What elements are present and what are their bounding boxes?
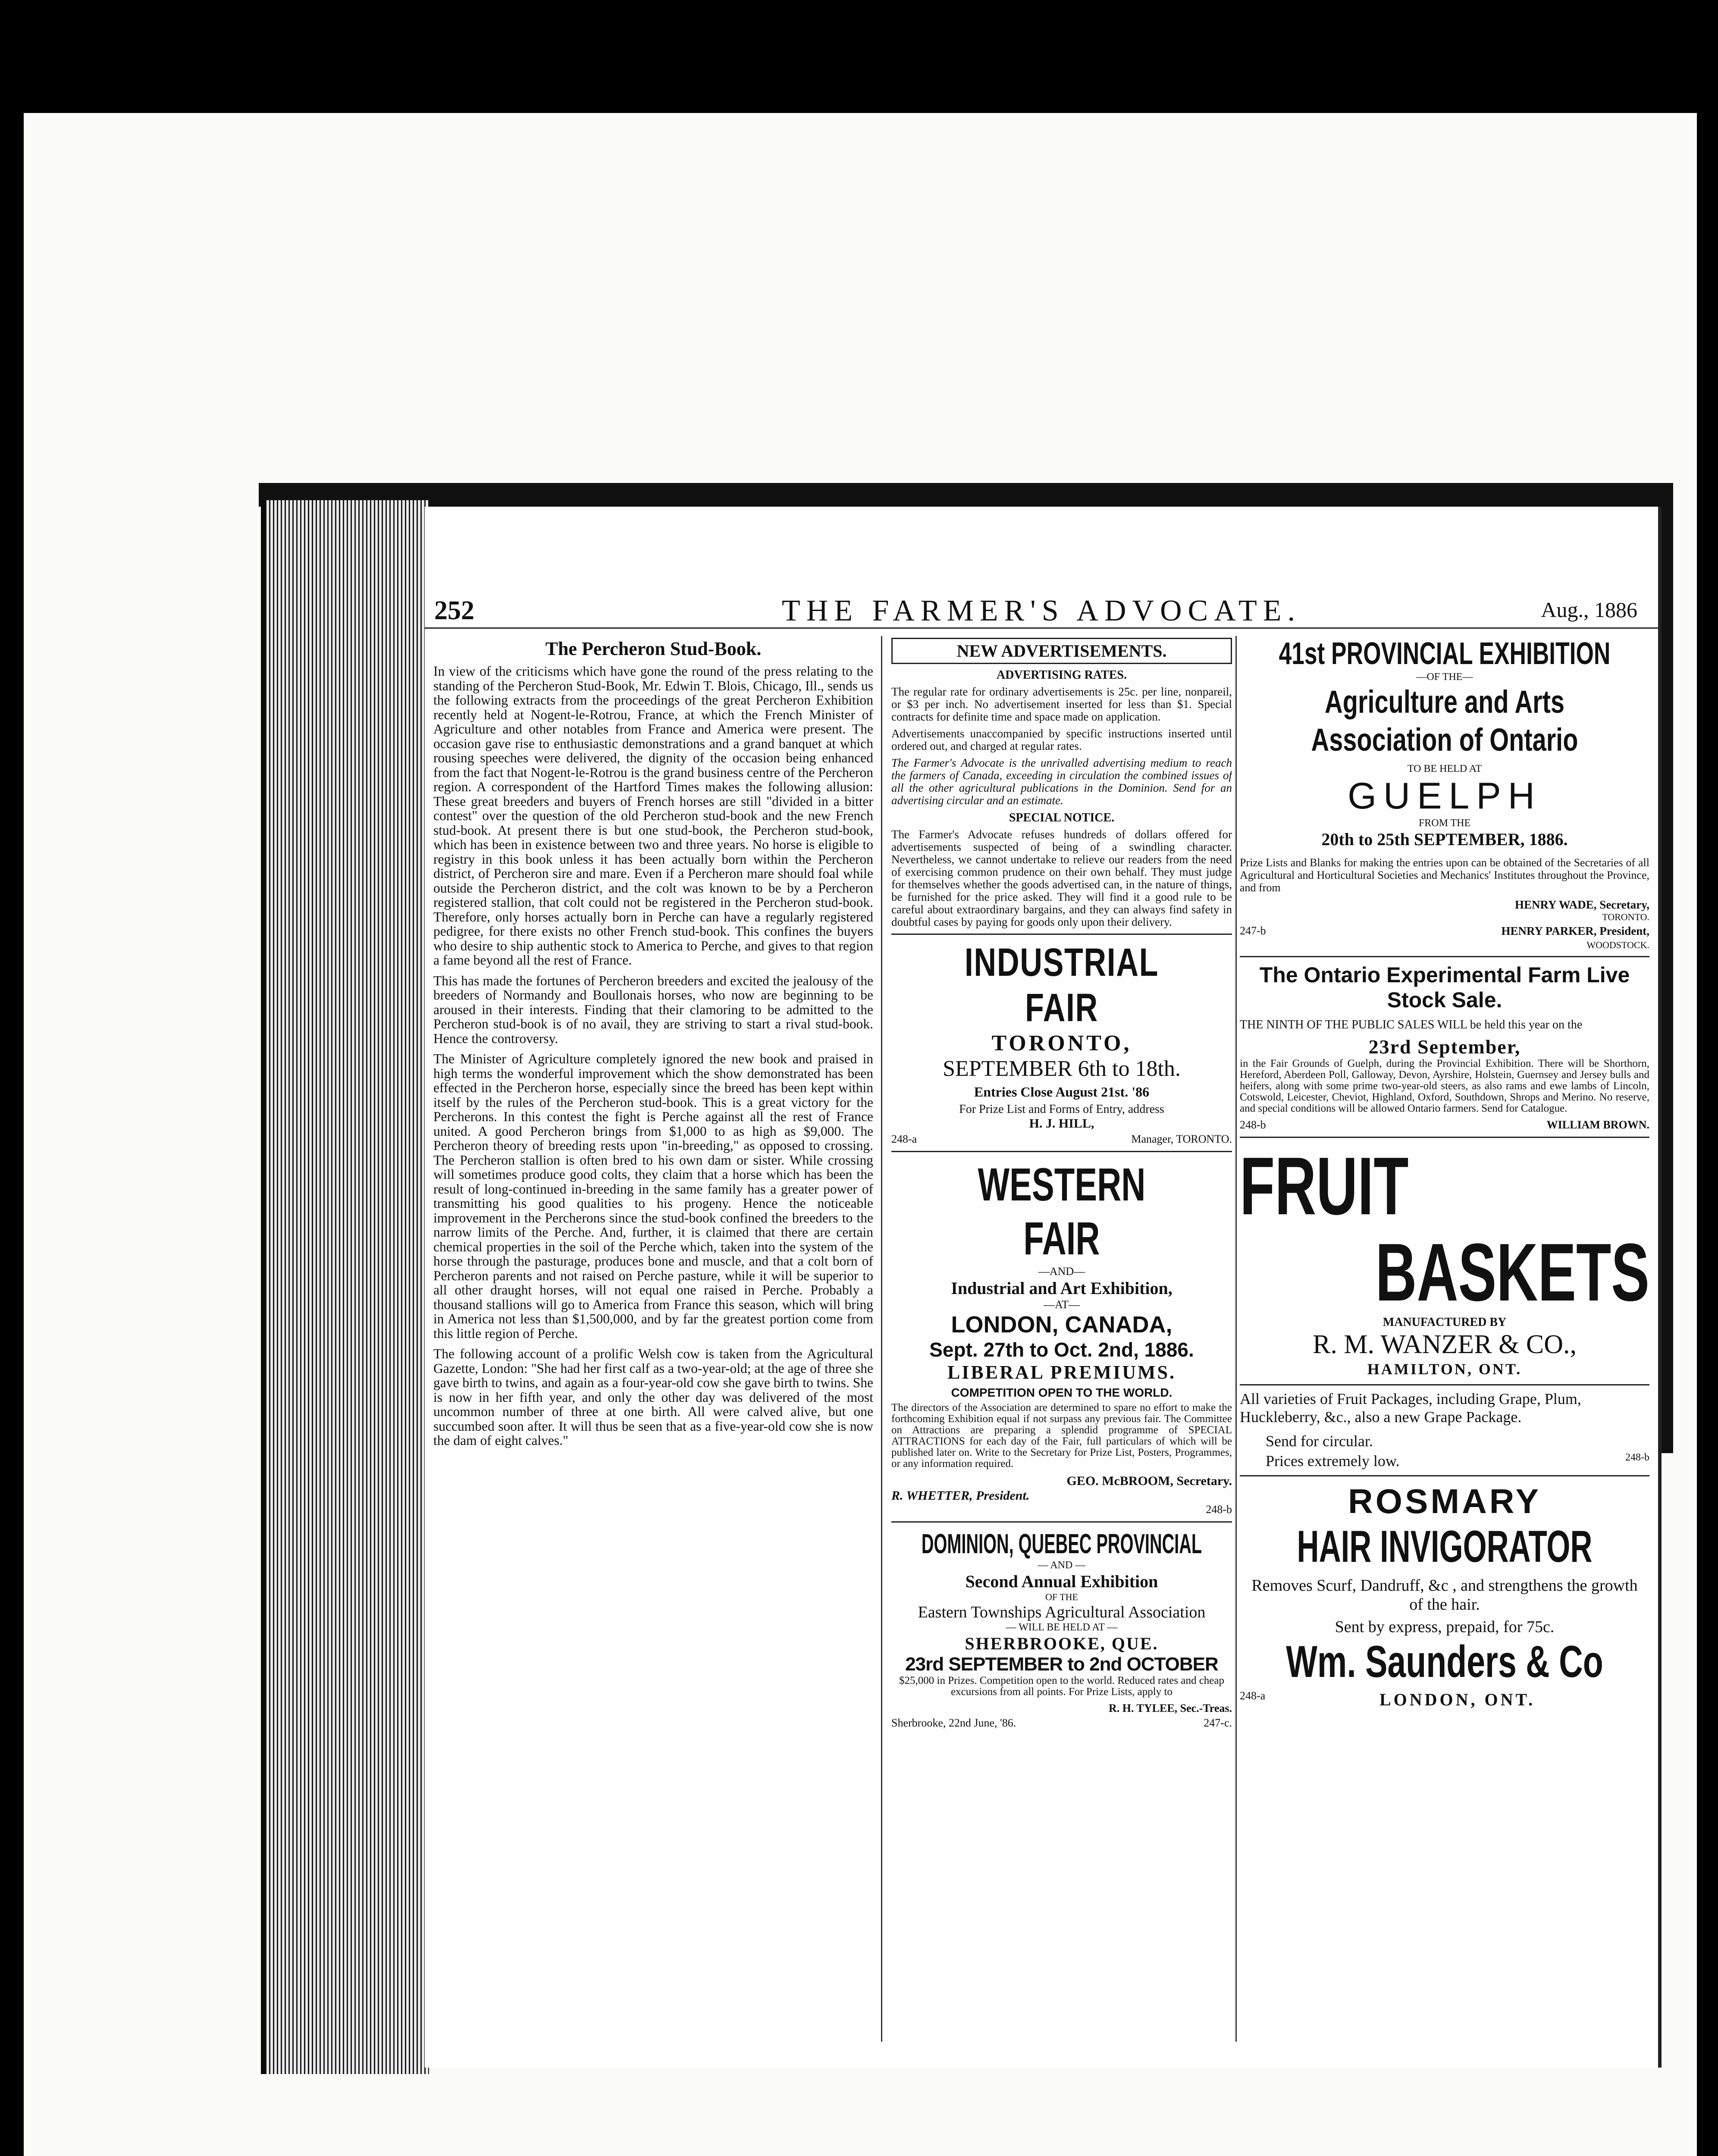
- masthead: [425, 593, 1658, 629]
- rates-paragraph: The regular rate for ordinary advertisements is 25c. per line, nonpareil, or $3 per inch. No advertisement inserted for less than $1. Special contracts for definite time and space made on application.: [891, 685, 1232, 723]
- hair-city: LONDON, ONT.: [1379, 1690, 1536, 1709]
- dominion-text: $25,000 in Prizes. Competition open to the world. Reduced rates and cheap excursions from all points. For Prize Lists, apply to: [899, 1675, 1224, 1698]
- article-paragraph: The following account of a prolific Welsh cow is taken from the Agricultural Gazette, London: "She had her first calf as a two-year-old; at the age of three she gave birth to twins, and again as a four-year-old cow she gave birth to twins. She is now in her fifth year, and only the other day was delivered of the most uncommon number of three at one birth. All were calved alive, but one succumbed soon after. It will thus be seen that as a five-year-old cow she is now the dam of eight calves.": [433, 1346, 873, 1448]
- guelph-of: —OF THE—: [1416, 671, 1473, 683]
- scan-border-top: [0, 0, 1718, 112]
- issue-date: Aug., 1886: [1541, 598, 1637, 622]
- dominion-held: — WILL BE HELD AT —: [1006, 1622, 1118, 1633]
- industrial-dates: SEPTEMBER 6th to 18th.: [943, 1056, 1181, 1081]
- western-open: COMPETITION OPEN TO THE WORLD.: [951, 1386, 1173, 1399]
- farm-date: 23rd September,: [1368, 1036, 1521, 1058]
- ad-code: 248-a: [1240, 1689, 1266, 1702]
- dominion-place: Sherbrooke, 22nd June, '86.: [891, 1717, 1016, 1729]
- dominion-assoc: Eastern Townships Agricultural Association: [918, 1603, 1206, 1621]
- guelph-city: GUELPH: [1348, 775, 1542, 817]
- article-heading: The Percheron Stud-Book.: [545, 638, 762, 659]
- article-paragraph: This has made the fortunes of Percheron breeders and excited the jealousy of the breeders of Normandy and Boullonais horses, who now are beginning to be aroused in their interests. Finding that their clamoring to be admitted to the Percheron stud-book is of no avail, they are striving to start a rival stud-book. Hence the controversy.: [433, 973, 873, 1046]
- hair-maker: Wm. Saunders & Co: [1286, 1637, 1603, 1687]
- guelph-from: FROM THE: [1418, 818, 1471, 829]
- ad-code: 247-c.: [1204, 1717, 1232, 1729]
- rates-heading: ADVERTISING RATES.: [997, 668, 1127, 682]
- western-signature: R. WHETTER, President.: [891, 1489, 1030, 1503]
- hair-word: ROSMARY: [1348, 1482, 1541, 1520]
- western-city: LONDON, CANADA,: [951, 1312, 1173, 1338]
- dominion-and: — AND —: [1038, 1560, 1086, 1571]
- guelph-signature-place: TORONTO.: [1602, 912, 1649, 922]
- hair-footer: [1240, 1689, 1649, 1710]
- farm-footer: [1240, 1119, 1649, 1131]
- book-right-edge: [1662, 505, 1673, 1453]
- western-signature: GEO. McBROOM, Secretary.: [1066, 1474, 1232, 1488]
- industrial-title: INDUSTRIAL FAIR: [964, 940, 1159, 1030]
- industrial-entries: Entries Close August 21st. '86: [974, 1084, 1150, 1100]
- dominion-title: DOMINION, QUEBEC PROVINCIAL: [921, 1528, 1202, 1559]
- dominion-footer: [891, 1717, 1232, 1730]
- guelph-title: 41st PROVINCIAL EXHIBITION: [1279, 636, 1611, 671]
- industrial-prize: For Prize List and Forms of Entry, address: [959, 1103, 1164, 1116]
- western-sub: Industrial and Art Exhibition,: [951, 1279, 1173, 1298]
- notice-text: The Farmer's Advocate refuses hundreds of dollars offered for advertisements suspected of being of a swindling character. Nevertheless, we cannot undertake to relieve our readers from the need of exercising common prudence on their own behalf. They must judge for themselves whether the goods advertised can, in the nature of things, be furnished for the price asked. They will find it a good rule to be careful about extraordinary bargains, and they can always find safety in doubtful cases by paying for goods only upon their delivery.: [891, 828, 1232, 928]
- dominion-signature: R. H. TYLEE, Sec.-Treas.: [1108, 1702, 1232, 1714]
- western-at: —AT—: [1044, 1298, 1080, 1311]
- farm-intro: THE NINTH OF THE PUBLIC SALES WILL be held this year on the: [1240, 1018, 1583, 1031]
- dominion-city: SHERBROOKE, QUE.: [965, 1634, 1159, 1653]
- book-page-stack: [261, 500, 429, 2074]
- western-dates: Sept. 27th to Oct. 2nd, 1886.: [929, 1338, 1194, 1361]
- fruit-city: HAMILTON, ONT.: [1367, 1360, 1522, 1378]
- ad-code: 248-b: [1240, 1119, 1266, 1131]
- western-title: WESTERN FAIR: [978, 1158, 1146, 1264]
- guelph-dates: 20th to 25th SEPTEMBER, 1886.: [1321, 830, 1568, 849]
- column-rule: [881, 636, 882, 2042]
- hair-text: Removes Scurf, Dandruff, &c , and strengthens the growth of the hair.: [1251, 1576, 1638, 1614]
- fruit-word: FRUIT: [1240, 1141, 1409, 1232]
- hair-title: HAIR INVIGORATOR: [1297, 1522, 1593, 1572]
- fruit-baskets-ad: [1240, 1137, 1649, 1470]
- fruit-maker: R. M. WANZER & CO.,: [1312, 1330, 1577, 1359]
- new-ads-heading: NEW ADVERTISEMENTS.: [891, 638, 1232, 664]
- guelph-text: Prize Lists and Blanks for making the entries upon can be obtained of the Secretaries of all Agricultural and Horticultural Societies and Mechanics' Institutes throughout the Province, and from: [1240, 856, 1649, 894]
- industrial-fair-ad: [891, 934, 1232, 1146]
- farm-title: The Ontario Experimental Farm Live Stock Sale.: [1259, 963, 1630, 1012]
- guelph-signature: HENRY WADE, Secretary,: [1514, 898, 1649, 911]
- industrial-city: TORONTO,: [991, 1031, 1132, 1056]
- ad-code: 248-b: [1625, 1452, 1649, 1463]
- guelph-assoc: Agriculture and Arts Association of Ontario: [1311, 684, 1578, 758]
- page-title: THE FARMER'S ADVOCATE.: [781, 594, 1301, 627]
- fruit-by: MANUFACTURED BY: [1383, 1316, 1507, 1329]
- guelph-footer: [1240, 924, 1649, 938]
- guelph-signature: HENRY PARKER, President,: [1501, 924, 1649, 937]
- article-paragraph: The Minister of Agriculture completely ignored the new book and praised in high terms the wonderful improvement which the show demonstrated has been effected in the Percheron horse, especially since the breed has been kept within itself by the rules of the Percheron stud-book. This is a great victory for the Percherons. In this contest the fight is Perche against all the rest of France united. A good Percheron brings from $1,000 to as high as $9,000. The Percheron theory of breeding rests upon "in-breeding," as opposed to crossing. The Percheron stallion is often bred to his own dam or sister. While crossing will sometimes produce good colts, they claim that a horse which has been the result of long-continued in-breeding in the same family has a greater power of transmitting his good qualities to his progeny. Hence the noticeable improvement in the Percherons since the stud-book confined the breeders to the narrow limits of the Perche. And, further, it is claimed that there are certain chemical properties in the soil of the Perche which, taken into the system of the horse through the pasturage, produces bone and muscle, and that a colt born of Percheron parents and not raised on Perche pasture, while it will be superior to all other draught horses, will not equal one raised in Perche. Probably a thousand stallions will go to America from France this season, which will bring in America not less than $1,500,000, and by far the greatest portion come from this little region of Perche.: [433, 1051, 873, 1341]
- guelph-exhibition-ad: [1240, 636, 1649, 951]
- dominion-of: OF THE: [1045, 1592, 1078, 1602]
- ad-code: 247-b: [1240, 924, 1266, 937]
- rates-paragraph: The Farmer's Advocate is the unrivalled advertising medium to reach the farmers of Canada, exceeding in circulation the combined issues of all the other agricultural publications in the Dominion. Send for an advertising circular and an estimate.: [891, 756, 1232, 807]
- newspaper-page: [425, 507, 1662, 2068]
- column-rule: [1235, 636, 1237, 2042]
- western-premiums: LIBERAL PREMIUMS.: [947, 1362, 1176, 1383]
- baskets-word: BASKETS: [1375, 1227, 1649, 1318]
- industrial-contact: H. J. HILL,: [1029, 1116, 1094, 1131]
- farm-signature: WILLIAM BROWN.: [1546, 1119, 1649, 1131]
- western-fair-ad: [891, 1151, 1232, 1516]
- ad-code: 248-b: [1206, 1503, 1232, 1516]
- fruit-send: Send for circular.: [1266, 1432, 1373, 1450]
- industrial-role: Manager, TORONTO.: [1131, 1133, 1232, 1145]
- page-number: 252: [434, 596, 474, 625]
- western-text: The directors of the Association are determined to spare no effort to make the forthcoming Exhibition equal if not surpass any previous fair. The Committee on Attractions are preparing a splendid programme of SPECIAL ATTRACTIONS for each day of the Fair, full particulars of which will be published later on. Write to the Secretary for Prize List, Posters, Programmes, or any information required.: [891, 1402, 1232, 1470]
- article-paragraph: In view of the criticisms which have gone the round of the press relating to the standing of the Percheron Stud-Book, Mr. Edwin T. Blois, Chicago, Ill., sends us the following extracts from the proceedings of the great Percheron Exhibition recently held at Nogent-le-Rotrou, France, at which the French Minister of Agriculture and other notables from France and America were present. The occasion gave rise to enthusiastic demonstrations and a grand banquet at which rousing speeches were delivered, the dignity of the occasion being enhanced from the fact that Nogent-le-Rotrou is the grand business centre of the Percheron region. A correspondent of the Hartford Times makes the following allusion: These great breeders and buyers of French horses are still "divided in a bitter contest" over the question of the old Percheron stud-book and the new French stud-book. At present there is but one stud-book, the Percheron stud-book, which has been in existence between two and three years. No horse is eligible to registry in this book unless it has been actually born within the Percheron district, of Percheron sire and mare. Even if a Percheron mare should foal while outside the Percheron district, and the colt was known to be by a Percheron registered stallion, that colt could not be registered in the Percheron stud-book. Therefore, only horses actually born in Perche can have a regularly registered pedigree, for there exists no other French stud-book. This confines the buyers who desire to ship authentic stock to America to Perche, and gives to that region a fame beyond all the rest of France.: [433, 664, 873, 968]
- notice-heading: SPECIAL NOTICE.: [1009, 811, 1115, 824]
- industrial-footer: [891, 1133, 1232, 1146]
- rates-paragraph: Advertisements unaccompanied by specific instructions inserted until ordered out, and charged at regular rates.: [891, 727, 1232, 752]
- hair-invigorator-ad: [1240, 1475, 1649, 1710]
- dominion-exhibition-ad: [891, 1521, 1232, 1730]
- experimental-farm-ad: [1240, 956, 1649, 1131]
- guelph-held: TO BE HELD AT: [1407, 763, 1482, 774]
- book-top-edge: [259, 483, 1673, 507]
- dominion-sub: Second Annual Exhibition: [965, 1572, 1158, 1591]
- farm-text: in the Fair Grounds of Guelph, during the Provincial Exhibition. There will be Shorthorn, Hereford, Aberdeen Poll, Galloway, Devon, Ayrshire, Holstein, Guernsey and Jersey bulls and heifers, along with some prime two-year-old steers, as also rams and ewe lambs of Lincoln, Cotswold, Leicester, Cheviot, Highland, Oxford, Southdown, Shrops and Merino. No reserve, and special conditions will be allowed Ontario farmers. Send for Catalogue.: [1240, 1058, 1649, 1114]
- advertisements-column: [891, 636, 1232, 2042]
- fruit-footer: [1266, 1452, 1649, 1470]
- fruit-text: All varieties of Fruit Packages, including Grape, Plum, Huckleberry, &c., also a new Grape Package.: [1240, 1390, 1581, 1426]
- fruit-prices: Prices extremely low.: [1266, 1452, 1400, 1470]
- guelph-signature-place: WOODSTOCK.: [1586, 940, 1649, 950]
- advertisements-column: [1240, 636, 1649, 2042]
- article-column: [433, 636, 873, 2042]
- hair-express: Sent by express, prepaid, for 75c.: [1335, 1618, 1555, 1636]
- ad-code: 248-a: [891, 1133, 917, 1145]
- dominion-dates: 23rd SEPTEMBER to 2nd OCTOBER: [905, 1654, 1218, 1675]
- western-and: —AND—: [1038, 1265, 1085, 1278]
